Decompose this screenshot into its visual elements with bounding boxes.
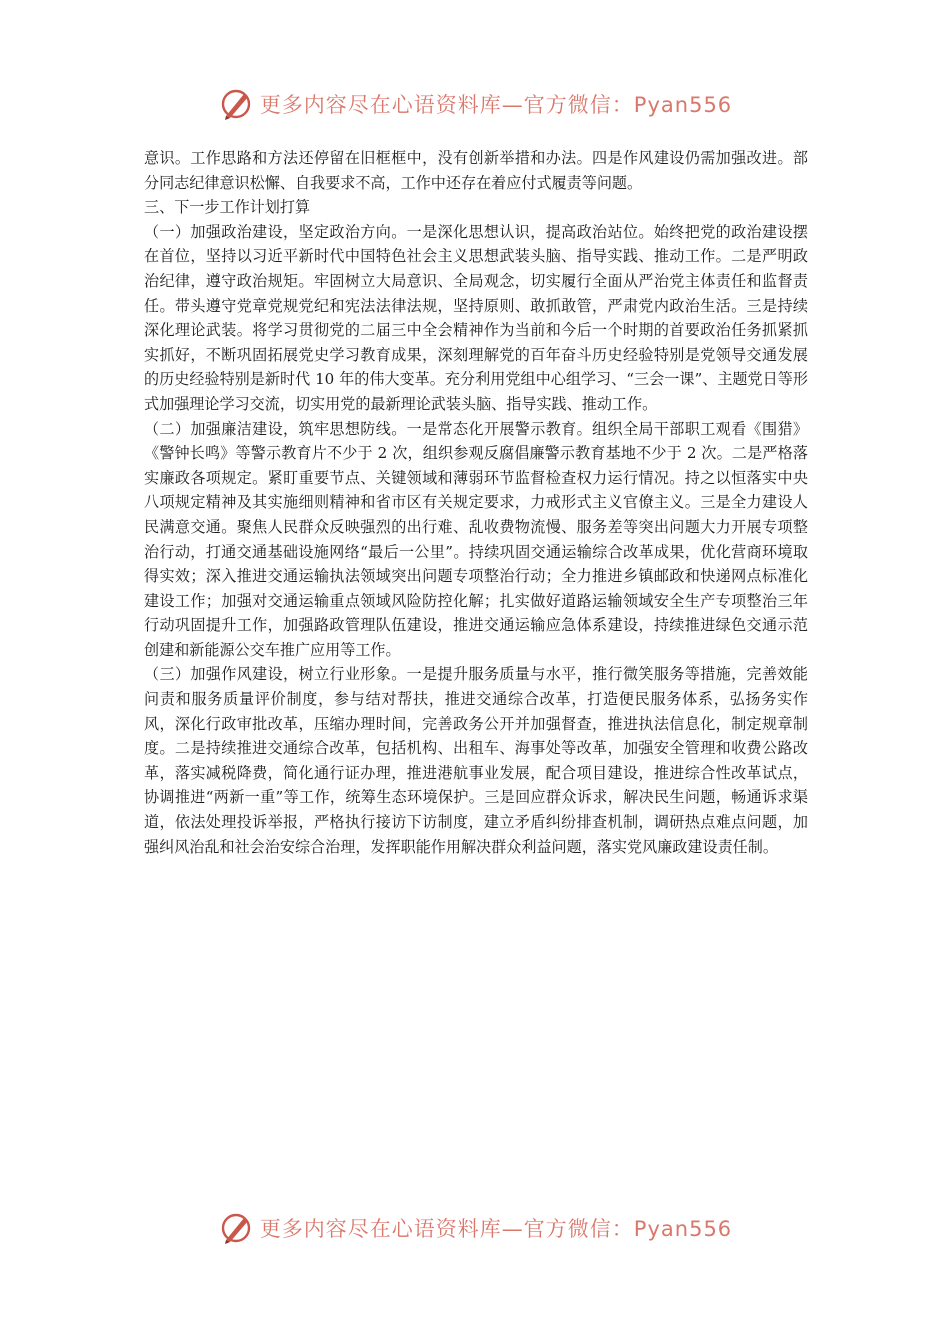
header-brand-text: 更多内容尽在心语资料库—官方微信：Pyan556 xyxy=(259,93,733,117)
document-body xyxy=(144,146,808,859)
footer-banner xyxy=(0,1208,950,1248)
paragraph-work-style-building: （三）加强作风建设，树立行业形象。一是提升服务质量与水平，推行微笑服务等措施，完善效能问责和服务质量评价制度，参与结对帮扶，推进交通综合改革，打造便民服务体系，弘扬务实作风，深化行政审批改革，压缩办理时间，完善政务公开并加强督查，推进执法信息化，制定规章制度。二是持续推进交通综合改革，包括机构、出租车、海事处等改革，加强安全管理和收费公路改革，落实减税降费，简化通行证办理，推进港航事业发展，配合项目建设，推进综合性改革试点，协调推进“两新一重”等工作，统筹生态环境保护。三是回应群众诉求，解决民生问题，畅通诉求渠道，依法处理投诉举报，严格执行接访下访制度，建立矛盾纠纷排查机制，调研热点难点问题，加强纠风治乱和社会治安综合治理，发挥职能作用解决群众利益问题，落实党风廉政建设责任制。 xyxy=(144,665,808,856)
pen-logo-icon xyxy=(218,1210,254,1246)
section-heading-next-steps: 三、下一步工作计划打算 xyxy=(144,198,311,217)
footer-brand-text: 更多内容尽在心语资料库—官方微信：Pyan556 xyxy=(259,1217,733,1241)
header-banner xyxy=(0,84,950,124)
paragraph-integrity-building: （二）加强廉洁建设，筑牢思想防线。一是常态化开展警示教育。组织全局干部职工观看《围猎》《警钟长鸣》等警示教育片不少于 2 次，组织参观反腐倡廉警示教育基地不少于 2 次。二是严格落实廉政各项规定。紧盯重要节点、关键领域和薄弱环节监督检查权力运行情况。持之以恒落实中央八项规定精神及其实施细则精神和省市区有关规定要求，力戒形式主义官僚主义。三是全力建设人民满意交通。聚焦人民群众反映强烈的出行难、乱收费物流慢、服务差等突出问题大力开展专项整治行动，打通交通基础设施网络“最后一公里”。持续巩固交通运输综合改革成果，优化营商环境取得实效；深入推进交通运输执法领域突出问题专项整治行动；全力推进乡镇邮政和快递网点标准化建设工作；加强对交通运输重点领域风险防控化解；扎实做好道路运输领域安全生产专项整治三年行动巩固提升工作，加强路政管理队伍建设，推进交通运输应急体系建设，持续推进绿色交通示范创建和新能源公交车推广应用等工作。 xyxy=(144,419,808,659)
pen-logo-icon xyxy=(218,86,254,122)
paragraph-political-building: （一）加强政治建设，坚定政治方向。一是深化思想认识，提高政治站位。始终把党的政治建设摆在首位，坚持以习近平新时代中国特色社会主义思想武装头脑、指导实践、推动工作。二是严明政治纪律，遵守政治规矩。牢固树立大局意识、全局观念，切实履行全面从严治党主体责任和监督责任。带头遵守党章党规党纪和宪法法律法规，坚持原则、敢抓敢管，严肃党内政治生活。三是持续深化理论武装。将学习贯彻党的二届三中全会精神作为当前和今后一个时期的首要政治任务抓紧抓实抓好，不断巩固拓展党史学习教育成果，深刻理解党的百年奋斗历史经验特别是党领导交通发展的历史经验特别是新时代 10 年的伟大变革。充分利用党组中心组学习、“三会一课”、主题党日等形式加强理论学习交流，切实用党的最新理论武装头脑、指导实践、推动工作。 xyxy=(144,222,808,413)
paragraph-problem-continuation: 意识。工作思路和方法还停留在旧框框中，没有创新举措和办法。四是作风建设仍需加强改进。部分同志纪律意识松懈、自我要求不高，工作中还存在着应付式履责等问题。 xyxy=(144,149,808,192)
